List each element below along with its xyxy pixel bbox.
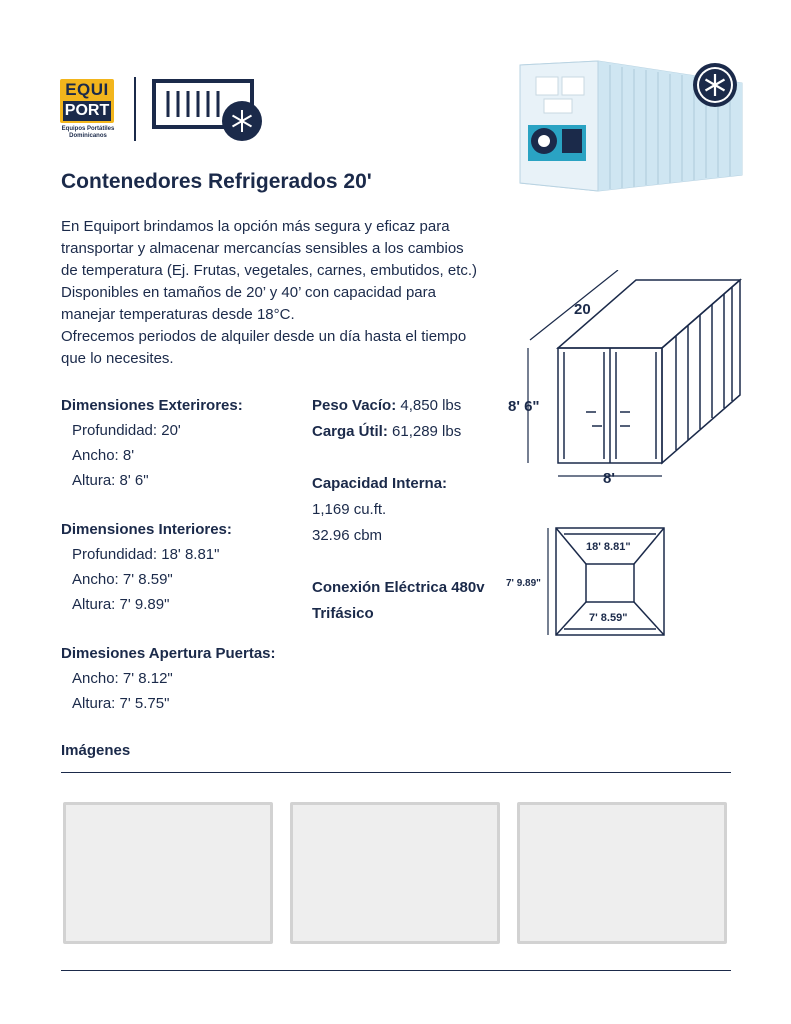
- door-height: Altura: 7' 5.75": [72, 695, 170, 712]
- reefer-container-illustration: [510, 55, 750, 195]
- logo-tagline: [56, 126, 120, 140]
- intro-paragraph: [61, 216, 511, 370]
- empty-weight-value: 4,850 lbs: [400, 397, 462, 414]
- exterior-depth: Profundidad: 20': [72, 422, 181, 439]
- interior-height: Altura: 7' 9.89": [72, 596, 170, 613]
- images-divider-top: [61, 772, 731, 773]
- exterior-height: Altura: 8' 6": [72, 472, 149, 489]
- payload-label: Carga Útil:: [312, 423, 388, 440]
- exterior-width: Ancho: 8': [72, 447, 135, 464]
- exterior-dimensions-title: Dimensiones Exterirores:: [61, 397, 243, 414]
- images-divider-bottom: [61, 970, 731, 971]
- power-line2: Trifásico: [312, 605, 374, 622]
- empty-weight-label: Peso Vacío:: [312, 397, 397, 414]
- image-placeholder: [517, 802, 727, 944]
- logo-text-equi: EQUI: [65, 80, 109, 99]
- capacity-cuft: 1,169 cu.ft.: [312, 501, 387, 518]
- interior-dimensions: [61, 517, 301, 617]
- interior-dimensions-title: Dimensiones Interiores:: [61, 521, 232, 538]
- capacity-cbm: 32.96 cbm: [312, 527, 383, 544]
- logo-text-port: PORT: [64, 102, 110, 119]
- reefer-container-icon: [150, 77, 270, 141]
- intro-line: manejar temperaturas desde 18°C.: [61, 306, 295, 323]
- logo-tagline-line1: Equipos Portátiles: [61, 126, 115, 132]
- interior-width-label: 7' 8.59": [589, 612, 628, 624]
- payload: [312, 419, 512, 445]
- dimensions-column: [61, 393, 301, 740]
- intro-line: que lo necesites.: [61, 350, 174, 367]
- diagram-width-label: 8': [603, 470, 615, 487]
- logo-divider: [134, 77, 136, 141]
- intro-line: de temperatura (Ej. Frutas, vegetales, carnes, embutidos, etc.): [61, 262, 478, 279]
- intro-line: En Equiport brindamos la opción más segura y eficaz para: [61, 218, 450, 235]
- door-dimensions: [61, 641, 301, 716]
- image-placeholder: [63, 802, 273, 944]
- exterior-dimensions: [61, 393, 301, 493]
- images-section-title: Imágenes: [61, 742, 131, 759]
- capacity-title: Capacidad Interna:: [312, 475, 448, 492]
- interior-height-label: 7' 9.89": [506, 578, 541, 589]
- intro-line: transportar y almacenar mercancías sensibles a los cambios: [61, 240, 464, 257]
- power-line1: Conexión Eléctrica 480v: [312, 579, 485, 596]
- container-interior-diagram: [500, 520, 680, 645]
- empty-weight: [312, 393, 512, 419]
- intro-line: Ofrecemos periodos de alquiler desde un día hasta el tiempo: [61, 328, 467, 345]
- door-width: Ancho: 7' 8.12": [72, 670, 173, 687]
- diagram-length-label: 20: [574, 301, 591, 318]
- logo-tagline-line2: Dominicanos: [69, 133, 107, 139]
- weights-capacity-column: [312, 393, 512, 627]
- door-dimensions-title: Dimesiones Apertura Puertas:: [61, 645, 276, 662]
- interior-depth-label: 18' 8.81": [586, 541, 631, 553]
- container-perspective-diagram: [500, 270, 760, 490]
- interior-depth: Profundidad: 18' 8.81": [72, 546, 220, 563]
- image-placeholder: [290, 802, 500, 944]
- page-title: Contenedores Refrigerados 20': [61, 170, 372, 193]
- diagram-height-label: 8' 6": [508, 398, 540, 415]
- interior-width: Ancho: 7' 8.59": [72, 571, 173, 588]
- intro-line: Disponibles en tamaños de 20’ y 40’ con capacidad para: [61, 284, 436, 301]
- payload-value: 61,289 lbs: [392, 423, 462, 440]
